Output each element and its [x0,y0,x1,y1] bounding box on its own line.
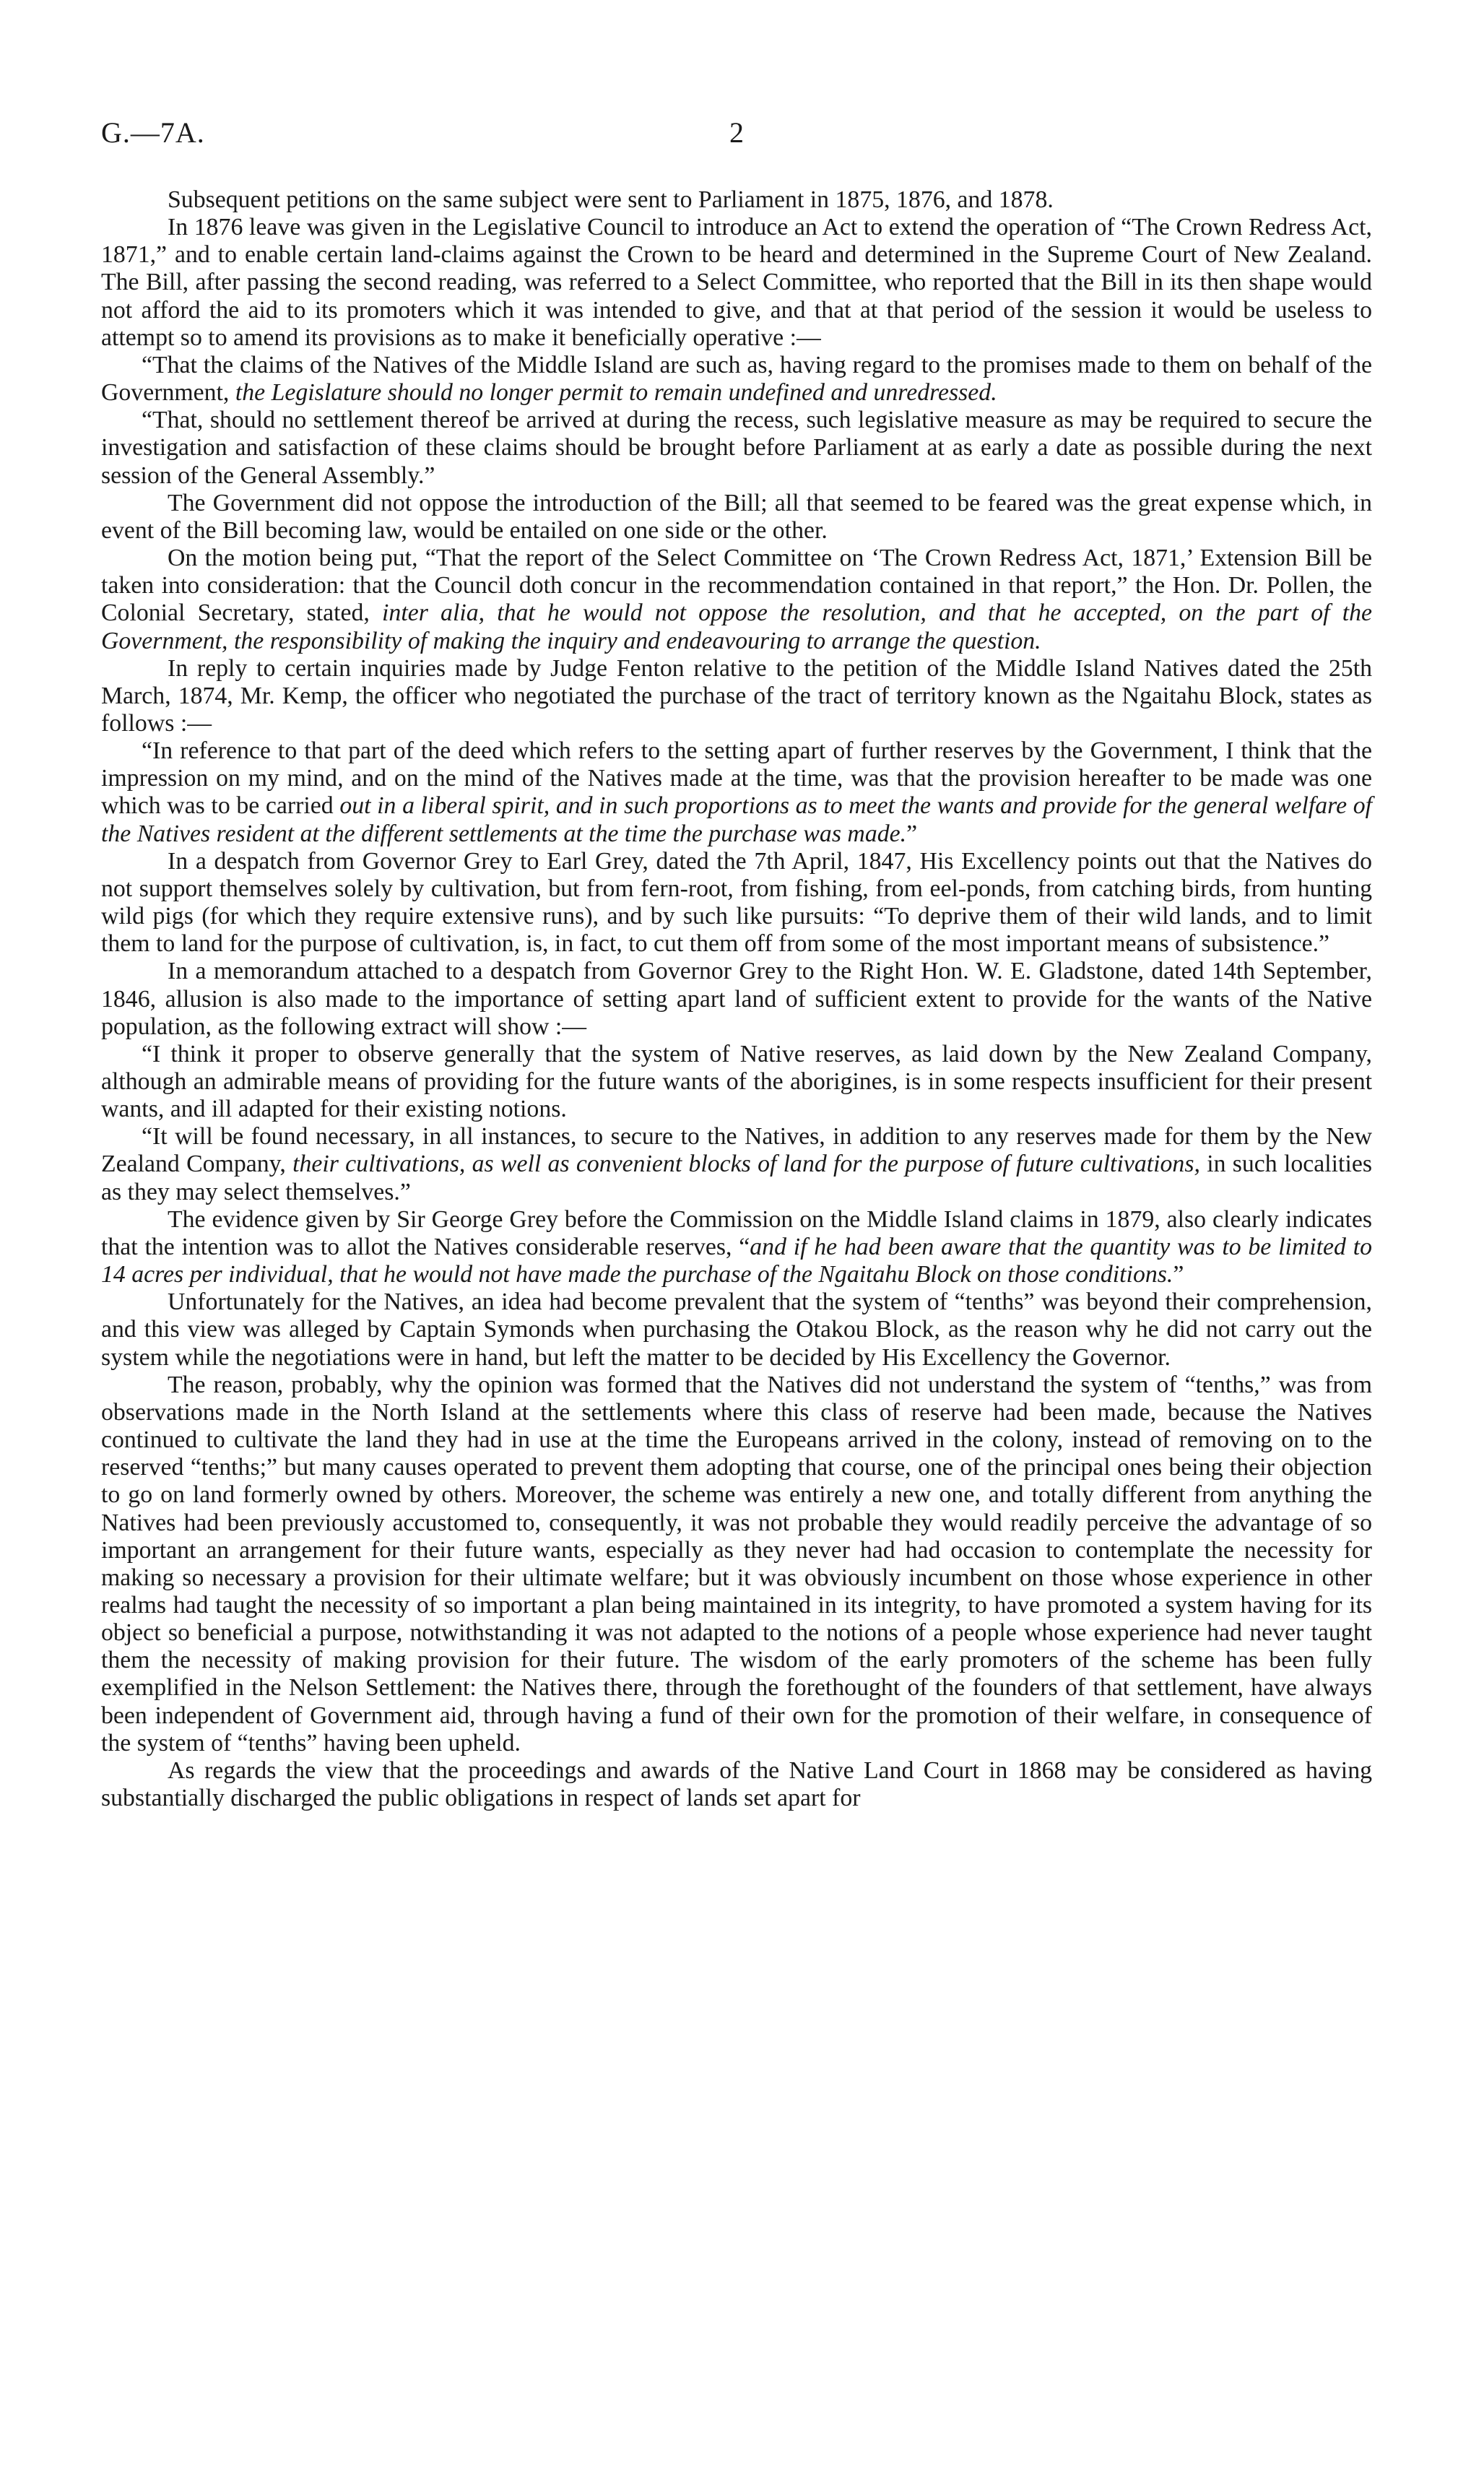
paragraph-grey-evidence [101,1206,1372,1288]
paragraph-fenton-inquiry: In reply to certain inquiries made by Judge Fenton relative to the petition of the Middle Island Natives dated the 25th March, 1874, Mr. Kemp, the officer who negotiated the purchase of the tract of territory known as the Ngaitahu Block, states as follows :— [101,654,1372,737]
motion-text: On the motion being put, “That the report of the Select Committee on ‘The Crown Redress Act, 1871,’ Extension Bill be taken into consideration: that the Council doth concur in the recommendation contained in that report,” the Hon. Dr. Pollen, the Colonial Secretary, stated, [101,545,1372,627]
paragraph-grey-despatch: In a despatch from Governor Grey to Earl Grey, dated the 7th April, 1847, His Excellency points out that the Natives do not support themselves solely by cultivation, but from fern-root, from fishing, from eel-ponds, from catching birds, from hunting wild pigs (for which they require extensive runs), and by such like pursuits: “To deprive them of their wild lands, and to limit them to land for the purpose of cultivation, is, in fact, to cut them off from some of the most important means of subsistence.” [101,847,1372,958]
page-number: 2 [729,116,744,149]
paragraph-tenths-reason: The reason, probably, why the opinion was formed that the Natives did not understand the system of “tenths,” was from observations made in the North Island at the settlements where this class of reserve had been made, because the Natives continued to cultivate the land they had in use at the time the Europeans arrived in the colony, instead of removing on to the reserved “tenths;” but many causes operated to prevent them adopting that course, one of the principal ones being their objection to go on land formerly owned by others. Moreover, the scheme was entirely a new one, and totally different from anything the Natives had been previously accustomed to, consequently, it was not probable they would readily perceive the advantage of so important an arrangement for their future wants, especially as they never had had occasion to contemplate the necessity for making so necessary a provision for their ultimate welfare; but it was obviously incumbent on those whose experience in other realms had taught the necessity of so important a plan being maintained in its integrity, to have promoted a system having for its object so beneficial a purpose, notwithstanding it was not adapted to the notions of a people whose experience had never taught them the necessity of making provision for their future. The wisdom of the early promoters of the scheme has been fully exemplified in the Nelson Settlement: the Natives there, through the forethought of the founders of that settlement, have always been independent of Government aid, through having a fund of their own for the promotion of their welfare, in consequence of the system of “tenths” having been upheld. [101,1371,1372,1756]
paragraph-motion [101,545,1372,655]
memo-text-end: in such localities as they may select themselves.” [101,1151,1372,1205]
kemp-text: “In reference to that part of the deed which refers to the setting apart of further reserves by the Government, I think that the impression on my mind, and on the mind of the Natives made at the time, was that the provision hereafter to be made was one which was to be carried [101,737,1372,820]
paragraph-petitions: Subsequent petitions on the same subject were sent to Parliament in 1875, 1876, and 1878. [168,186,1054,213]
paragraph-committee-resolution-2: “That, should no settlement thereof be arrived at during the recess, such legislative measure as may be required to secure the investigation and satisfaction of these claims should be brought before Parliament at as early a date as possible during the next session of the General Assembly.” [101,407,1372,489]
paper-reference: G.—7A. [101,116,205,149]
resolution-emphasis: the Legislature should no longer permit to remain undefined and unredressed. [235,379,997,407]
paragraph-memorandum-quote-1: “I think it proper to observe generally that the system of Native reserves, as laid down by the New Zealand Company, although an admirable means of providing for the future wants of the aborigines, is in some respects insufficient for their present wants, and ill adapted for their existing notions. [101,1040,1372,1123]
paragraph-committee-resolution-1 [101,352,1372,407]
memo-text: “It will be found necessary, in all instances, to secure to the Natives, in addition to any reserves made for them by the New Zealand Company, [101,1123,1372,1178]
evidence-close-quote: ” [1173,1261,1184,1288]
page-header [101,116,1372,159]
paragraph-tenths-idea: Unfortunately for the Natives, an idea had become prevalent that the system of “tenths” was beyond their comprehension, and this view was alleged by Captain Symonds when purchasing the Otakou Block, as the reason why he did not carry out the system while the negotiations were in hand, but left the matter to be decided by His Excellency the Governor. [101,1288,1372,1371]
paragraph-kemp-statement [101,737,1372,848]
paragraph-memorandum-quote-2 [101,1123,1372,1205]
motion-emphasis: inter alia, that he would not oppose the resolution, and that he accepted, on the part of the Government, the responsibility of making the inquiry and endeavouring to arrange the question. [101,599,1373,654]
paragraph-government-position: The Government did not oppose the introduction of the Bill; all that seemed to be feared was the great expense which, in event of the Bill becoming law, would be entailed on one side or the other. [101,489,1372,544]
memo-emphasis: their cultivations, as well as convenient blocks of land for the purpose of future cultivations, [292,1151,1200,1178]
kemp-emphasis: out in a liberal spirit, and in such proportions as to meet the wants and provide for the general welfare of the Natives resident at the different settlements at the time the purchase was made. [101,792,1372,847]
paragraph-memorandum: In a memorandum attached to a despatch from Governor Grey to the Right Hon. W. E. Gladstone, dated 14th September, 1846, allusion is also made to the importance of setting apart land of sufficient extent to provide for the wants of the Native population, as the following extract will show :— [101,958,1372,1040]
resolution-text: “That the claims of the Natives of the Middle Island are such as, having regard to the promises made to them on behalf of the Government, [101,351,1372,407]
paragraph-crown-redress-bill: In 1876 leave was given in the Legislative Council to introduce an Act to extend the operation of “The Crown Redress Act, 1871,” and to enable certain land-claims against the Crown to be heard and determined in the Supreme Court of New Zealand. The Bill, after passing the second reading, was referred to a Select Committee, who reported that the Bill in its then shape would not afford the aid to its promoters which it was intended to give, and that at that period of the session it would be useless to attempt so to amend its provisions as to make it beneficially operative :— [101,214,1372,351]
paragraph-land-court: As regards the view that the proceedings and awards of the Native Land Court in 1868 may be considered as having substantially discharged the public obligations in respect of lands set apart for [101,1756,1372,1812]
kemp-close-quote: ” [906,820,918,847]
body-text [101,186,1372,1812]
evidence-text: The evidence given by Sir George Grey before the Commission on the Middle Island claims in 1879, also clearly indicates that the intention was to allot the Natives considerable reserves, “ [101,1205,1372,1260]
evidence-emphasis: and if he had been aware that the quantity was to be limited to 14 acres per individual, that he would not have made the purchase of the Ngaitahu Block on those conditions. [101,1233,1372,1288]
